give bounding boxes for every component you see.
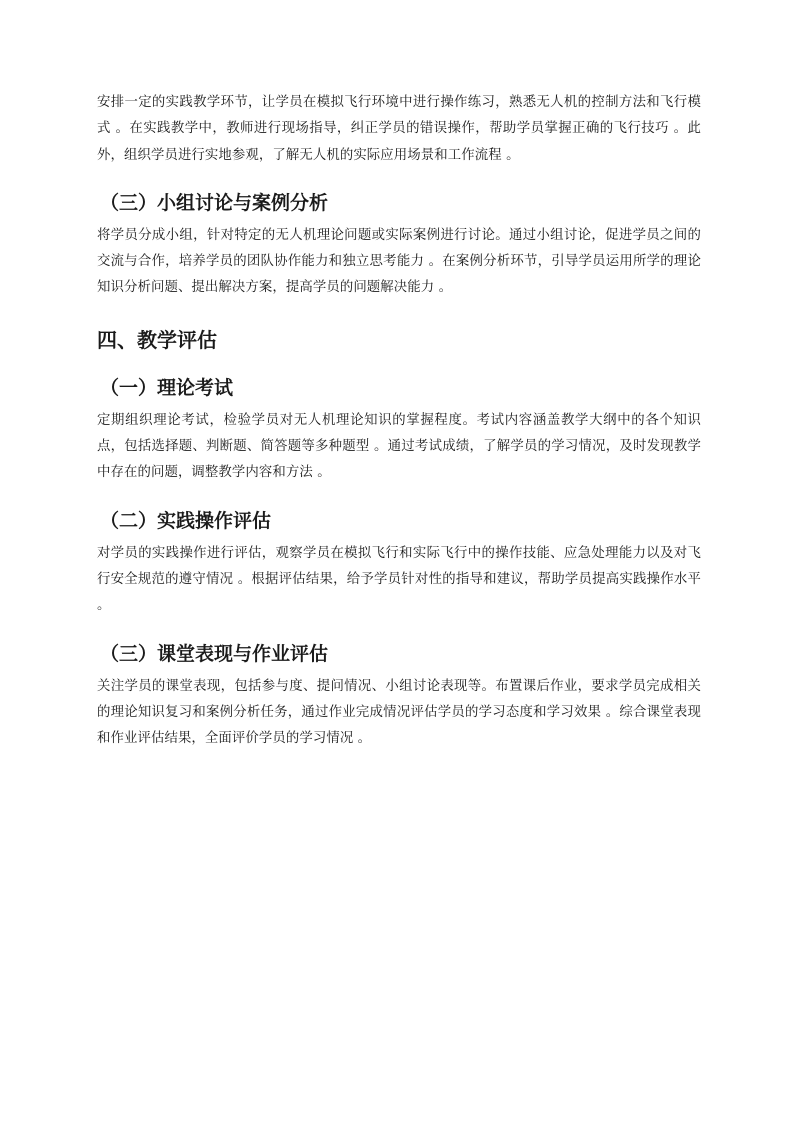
heading-theory-exam: （一）理论考试 bbox=[100, 376, 234, 399]
heading-group-discussion: （三）小组讨论与案例分析 bbox=[100, 191, 329, 214]
paragraph-theory-exam: 定期组织理论考试，检验学员对无人机理论知识的掌握程度。考试内容涵盖教学大纲中的各个知识点，包括选择题、判断题、简答题等多种题型 。通过考试成绩，了解学员的学习情况，及时发现教学中存在的问题，调整教学内容和方法 。 bbox=[97, 412, 701, 481]
paragraph-group-discussion: 将学员分成小组，针对特定的无人机理论问题或实际案例进行讨论。通过小组讨论，促进学员之间的交流与合作，培养学员的团队协作能力和独立思考能力 。在案例分析环节，引导学员运用所学的理论知识分析问题、提出解决方案，提高学员的问题解决能力 。 bbox=[97, 227, 701, 296]
paragraph-practice-evaluation: 对学员的实践操作进行评估，观察学员在模拟飞行和实际飞行中的操作技能、应急处理能力以及对飞行安全规范的遵守情况 。根据评估结果，给予学员针对性的指导和建议，帮助学员提高实践操作水平 。 bbox=[97, 545, 701, 614]
document-page bbox=[97, 90, 701, 752]
heading-teaching-evaluation: 四、教学评估 bbox=[97, 327, 217, 352]
heading-class-evaluation: （三）课堂表现与作业评估 bbox=[100, 642, 329, 665]
paragraph-class-evaluation: 关注学员的课堂表现，包括参与度、提问情况、小组讨论表现等。布置课后作业，要求学员完成相关的理论知识复习和案例分析任务，通过作业完成情况评估学员的学习态度和学习效果 。综合课堂表现和作业评估结果，全面评价学员的学习情况 。 bbox=[97, 678, 701, 747]
paragraph-practice-teaching: 安排一定的实践教学环节，让学员在模拟飞行环境中进行操作练习，熟悉无人机的控制方法和飞行模式 。在实践教学中，教师进行现场指导，纠正学员的错误操作，帮助学员掌握正确的飞行技巧 。此外，组织学员进行实地参观，了解无人机的实际应用场景和工作流程 。 bbox=[97, 95, 701, 163]
heading-practice-evaluation: （二）实践操作评估 bbox=[100, 509, 272, 532]
